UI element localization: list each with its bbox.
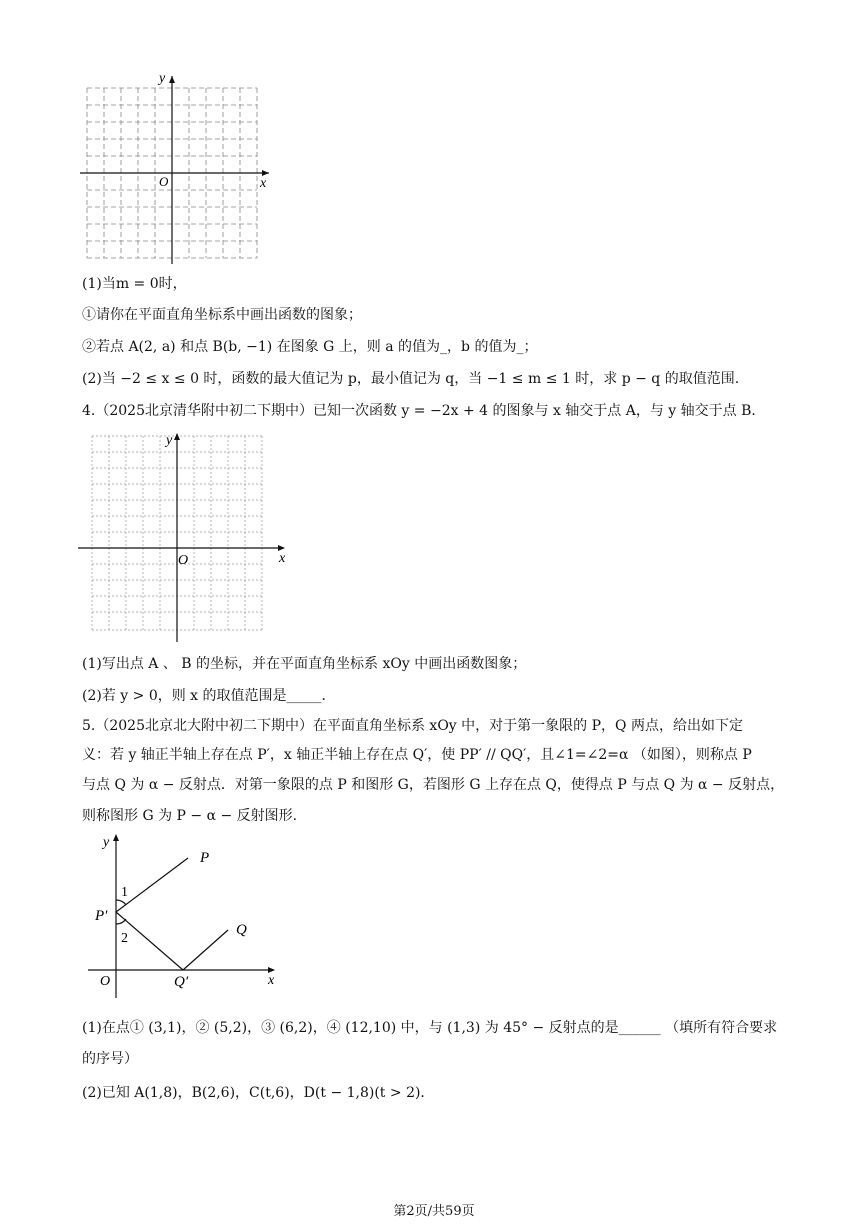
point-p-prime-label: P′ — [95, 908, 108, 924]
origin-label: O — [159, 174, 169, 189]
p3-q1: (1)当m = 0时， — [82, 276, 187, 292]
p5-q1a: (1)在点① (3,1)，② (5,2)，③ (6,2)，④ (12,10) 中，与 (1,3) 为 45° − 反射点的是______ （填所有符合要求 — [82, 1020, 778, 1036]
p3-q1a: ①请你在平面直角坐标系中画出函数的图象； — [82, 307, 362, 323]
y-axis-label: y — [103, 835, 110, 850]
origin-label: O — [178, 553, 189, 568]
p5-stem-1: 5.（2025北京北大附中初二下期中）在平面直角坐标系 xOy 中，对于第一象限的 P，Q 两点，给出如下定 — [82, 718, 743, 734]
coordinate-grid-figure-2 — [72, 430, 297, 645]
point-q-prime-label: Q′ — [174, 974, 189, 990]
x-axis-label: x — [279, 551, 286, 566]
p4-q2: (2)若 y > 0，则 x 的取值范围是_____． — [82, 688, 336, 704]
angle-1-label: 1 — [121, 885, 128, 900]
p5-q1b: 的序号） — [82, 1051, 138, 1067]
p5-q2: (2)已知 A(1,8)，B(2,6)，C(t,6)，D(t − 1,8)(t > 2)． — [82, 1085, 435, 1101]
p4-stem: 4.（2025北京清华附中初二下期中）已知一次函数 y = −2x + 4 的图象与 x 轴交于点 A，与 y 轴交于点 B． — [82, 403, 766, 419]
origin-label: O — [100, 974, 111, 989]
p5-stem-3: 与点 Q 为 α − 反射点．对第一象限的点 P 和图形 G，若图形 G 上存在点 Q，使得点 P 与点 Q 为 α − 反射点， — [82, 777, 785, 793]
point-p-label: P — [200, 850, 210, 866]
p5-stem-4: 则称图形 G 为 P − α − 反射图形. — [82, 808, 298, 824]
p4-q1: (1)写出点 A 、 B 的坐标，并在平面直角坐标系 xOy 中画出函数图象； — [82, 656, 527, 672]
p5-stem-2: 义：若 y 轴正半轴上存在点 P′，x 轴正半轴上存在点 Q′，使 PP′ // QQ′，且∠1=∠2=α （如图），则称点 P — [82, 747, 752, 763]
reflection-diagram — [88, 828, 288, 998]
p3-q1b: ②若点 A(2, a) 和点 B(b, −1) 在图象 G 上，则 a 的值为_，b 的值为_； — [82, 339, 538, 355]
point-q-label: Q — [236, 922, 247, 938]
y-axis-label: y — [166, 433, 173, 448]
y-axis-label: y — [159, 71, 166, 86]
angle-2-label: 2 — [121, 931, 128, 946]
coordinate-grid-figure-1 — [75, 68, 275, 268]
x-axis-label: x — [260, 176, 267, 191]
p3-q2: (2)当 −2 ≤ x ≤ 0 时，函数的最大值记为 p，最小值记为 q，当 −1 ≤ m ≤ 1 时，求 p − q 的取值范围. — [82, 371, 740, 387]
page-footer: 第2页/共59页 — [393, 1204, 475, 1219]
x-axis-label: x — [268, 973, 275, 988]
